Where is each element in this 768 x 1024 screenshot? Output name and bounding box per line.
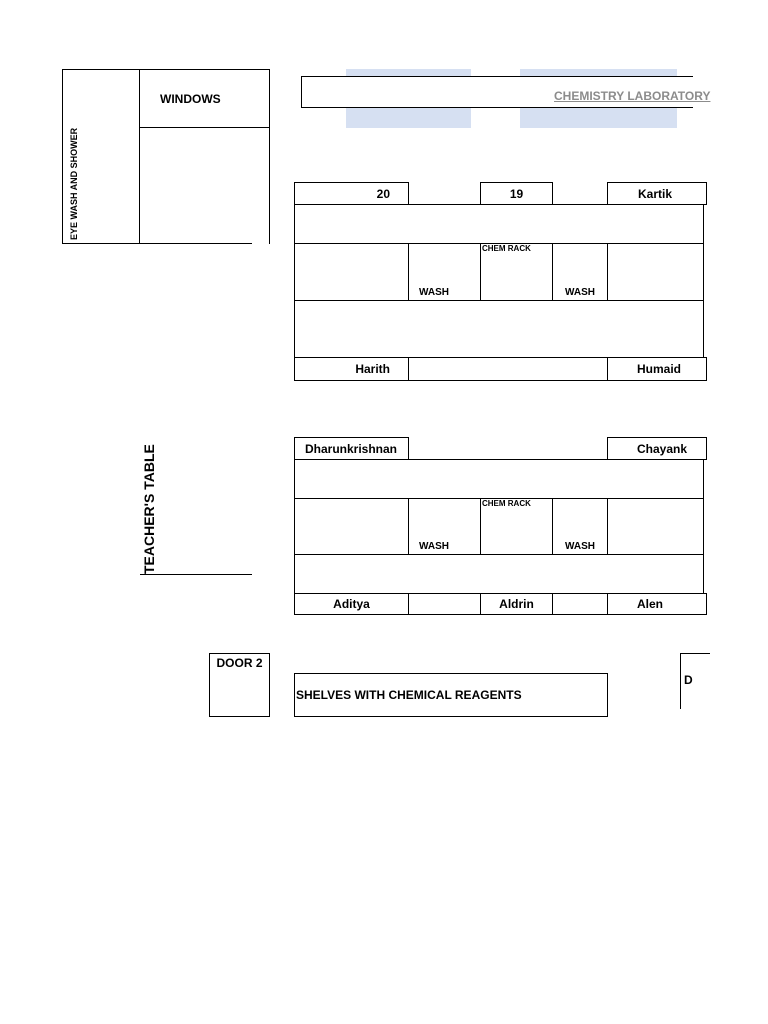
bench-1-wash-1: WASH <box>419 287 449 298</box>
bench-1-base <box>408 380 608 381</box>
door-2-label: DOOR 2 <box>216 656 263 670</box>
bench-2-wash-2: WASH <box>565 541 595 552</box>
bench-1-divider-3 <box>552 243 553 301</box>
seat-humaid: Humaid <box>607 357 707 381</box>
door-right-label: D <box>684 673 693 687</box>
windows-box <box>139 69 270 128</box>
seat-20: 20 <box>294 182 409 205</box>
teachers-table-line <box>140 574 252 575</box>
bench-2-wash-1: WASH <box>419 541 449 552</box>
bench-1-chem-rack: CHEM RACK <box>482 244 531 253</box>
bench-2-divider-3 <box>552 498 553 555</box>
bench-2 <box>294 437 693 615</box>
seat-harith: Harith <box>294 357 409 381</box>
seat-aditya: Aditya <box>294 593 409 615</box>
seat-alen: Alen <box>607 593 707 615</box>
bench-2-divider-4 <box>607 498 608 555</box>
teachers-table-label: TEACHER'S TABLE <box>141 444 157 574</box>
shelves <box>294 673 608 717</box>
bench-2-bottom-row <box>294 554 704 594</box>
seat-19: 19 <box>480 182 553 205</box>
seat-aldrin: Aldrin <box>480 593 553 615</box>
bench-2-divider-1 <box>408 498 409 555</box>
windows-label: WINDOWS <box>160 91 221 106</box>
window-wall-right <box>269 127 270 244</box>
seat-dharunkrishnan: Dharunkrishnan <box>294 437 409 460</box>
bench-2-base-1 <box>408 614 481 615</box>
left-wall-line <box>62 243 252 244</box>
bench-2-base-2 <box>552 614 608 615</box>
door-2 <box>209 653 270 717</box>
eye-wash-label: EYE WASH AND SHOWER <box>69 127 79 240</box>
seat-chayank: Chayank <box>607 437 707 460</box>
bench-1 <box>294 182 693 381</box>
bench-2-divider-2 <box>480 498 481 555</box>
page-title: CHEMISTRY LABORATORY <box>554 89 711 103</box>
seat-kartik: Kartik <box>607 182 707 205</box>
bench-1-top-row <box>294 204 704 244</box>
bench-1-bottom-row <box>294 300 704 358</box>
bench-1-divider-4 <box>607 243 608 301</box>
bench-2-chem-rack: CHEM RACK <box>482 499 531 508</box>
bench-2-top-row <box>294 459 704 499</box>
bench-1-divider-2 <box>480 243 481 301</box>
shelves-label: SHELVES WITH CHEMICAL REAGENTS <box>296 688 522 702</box>
door-right <box>680 653 693 709</box>
bench-1-divider-1 <box>408 243 409 301</box>
bench-1-wash-2: WASH <box>565 287 595 298</box>
title-box <box>301 76 711 108</box>
